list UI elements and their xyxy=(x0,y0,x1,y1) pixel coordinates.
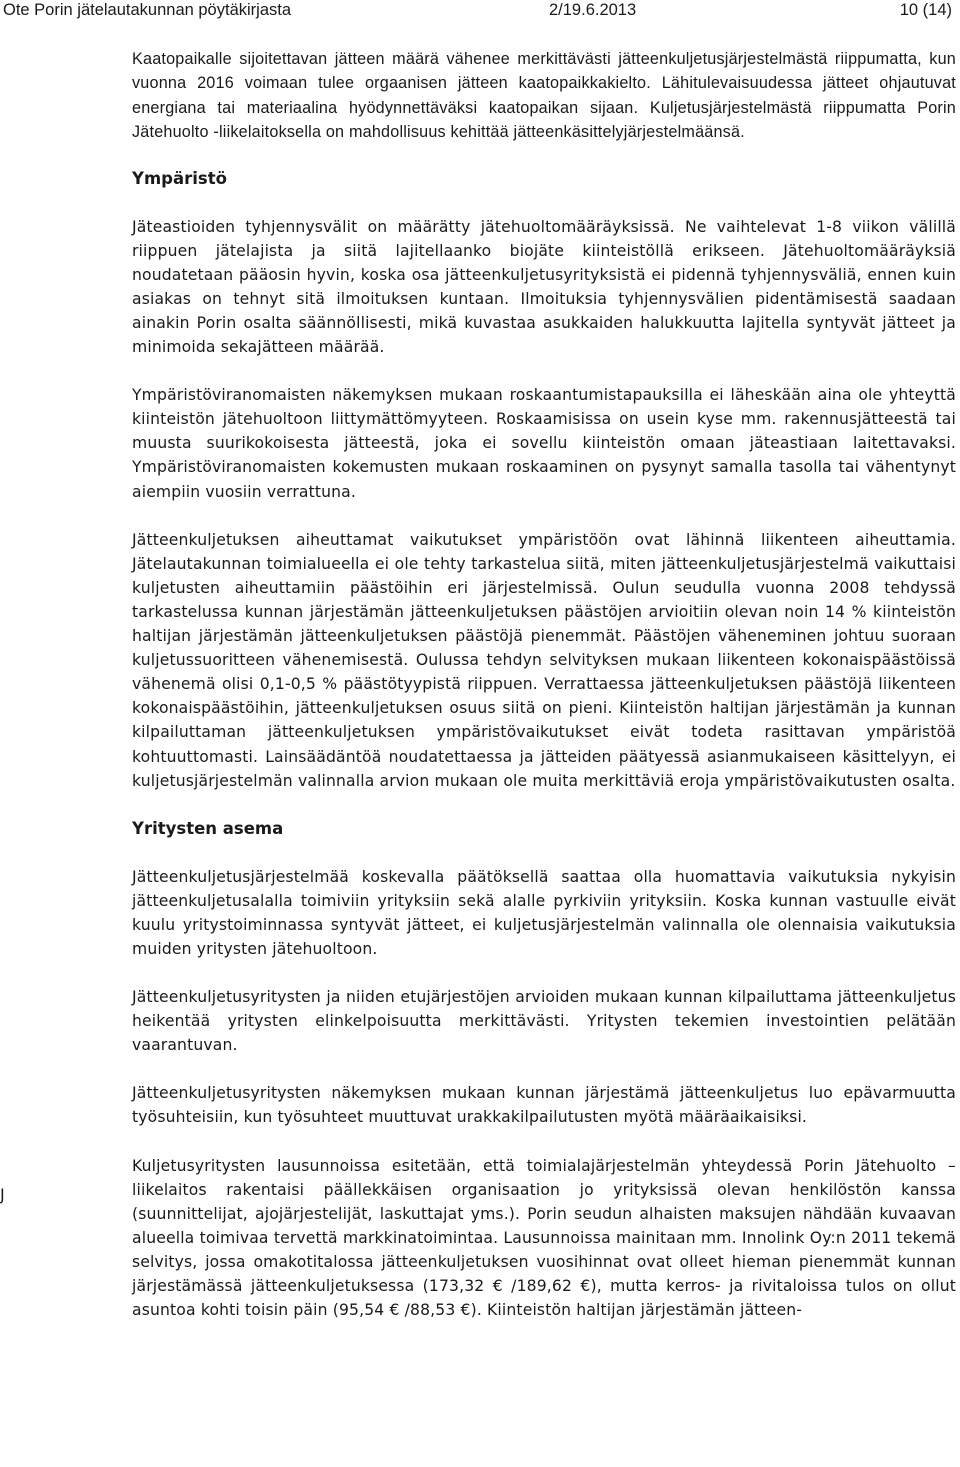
page-number: 10 (14) xyxy=(899,1,952,19)
heading-yritysten-asema: Yritysten asema xyxy=(132,818,284,838)
document-body xyxy=(132,47,956,1322)
paragraph-emissions: Jätteenkuljetuksen aiheuttamat vaikutukset ympäristöön ovat lähinnä liikenteen aiheuttamia. Jätelautakunnan toimialueella ei ole tehty tarkastelua siitä, miten jätteenkuljetusjärjestelmä vaikuttaisi kuljetusten aiheuttamiin päästöihin eri järjestelmissä. Oulun seudulla vuonna 2008 tehdyssä tarkastelussa kunnan järjestämän jätteenkuljetuksen päästöjen arvioitiin olevan noin 14 % kiinteistön haltijan järjestämän jätteenkuljetuksen päästöjä pienemmät. Päästöjen väheneminen johtuu suoraan kuljetussuoritteen vähenemisestä. Oulussa tehdyn selvityksen mukaan liikenteen kokonaispäästöissä vähenemä olisi 0,1-0,5 % päästötyypistä riippuen. Verrattaessa jätteenkuljetuksen päästöjä liikenteen kokonaispäästöihin, jätteenkuljetuksen osuus siitä on pieni. Kiinteistön haltijan järjestämän ja kunnan kilpailuttaman jätteenkuljetuksen ympäristövaikutukset eivät todeta rasittavan ympäristöä kohtuuttomasti. Lainsäädäntöä noudatettaessa ja jätteiden päätyessä asianmukaiseen käsittelyyn, ei kuljetusjärjestelmän valinnalla arvion mukaan ole muita merkittäviä eroja ympäristövaikutusten osalta. xyxy=(132,530,956,790)
paragraph-statements: Kuljetusyritysten lausunnoissa esitetään, että toimialajärjestelmän yhteydessä Porin Jätehuolto –liikelaitos rakentaisi päällekkäisen organisaation jo yrityksissä olevan henkilöstön kanssa (suunnittelijat, ajojärjestelijät, laskuttajat yms.). Porin seudun alhaisten maksujen nähdään kuvaavan alueella toimivaa tervettä markkinatoimintaa. Lausunnoissa mainitaan mm. Innolink Oy:n 2011 tekemä selvitys, jossa omakotitalossa jätteenkuljetuksen vuosihinnat ovat olleet hieman pienemmät kunnan järjestämässä jätteenkuljetuksessa (173,32 € /189,62 €), mutta kerros- ja rivitaloissa tulos on ollut asuntoa kohti toisin päin (95,54 € /88,53 €). Kiinteistön haltijan järjestämän jätteen- xyxy=(132,1156,956,1320)
page-header xyxy=(0,0,960,22)
paragraph-emptying-intervals: Jäteastioiden tyhjennysvälit on määrätty jätehuoltomääräyksissä. Ne vaihtelevat 1-8 viikon välillä riippuen jätelajista ja siitä lajitellaanko biojäte kiinteistöllä erikseen. Jätehuoltomääräyksiä noudatetaan pääosin hyvin, koska osa jätteenkuljetusyrityksistä ei pidennä tyhjennysväliä, ennen kuin asiakas on tehnyt sitä ilmoituksen kuntaan. Ilmoituksia tyhjennysvälien pidentämisestä saadaan ainakin Porin osalta säännöllisesti, mikä kuvastaa asukkaiden halukkuutta lajitella syntyvät jätteet ja minimoida sekajätteen määrää. xyxy=(132,217,956,357)
paragraph-employment: Jätteenkuljetusyritysten näkemyksen mukaan kunnan järjestämä jätteenkuljetus luo epävarmuutta työsuhteisiin, kun työsuhteet muuttuvat urakkakilpailutusten myötä määräaikaisiksi. xyxy=(132,1084,956,1127)
paragraph-company-viability: Jätteenkuljetusyritysten ja niiden etujärjestöjen arvioiden mukaan kunnan kilpailuttama jätteenkuljetus heikentää yritysten elinkelpoisuutta merkittävästi. Yritysten tekemien investointien pelätään vaarantuvan. xyxy=(132,988,956,1055)
document-date: 2/19.6.2013 xyxy=(549,1,637,19)
paragraph-littering: Ympäristöviranomaisten näkemyksen mukaan roskaantumistapauksilla ei läheskään aina ole yhteyttä kiinteistön jätehuoltoon liittymättömyyteen. Roskaamisissa on usein kyse mm. rakennusjätteestä tai muusta suurikokoisesta jätteestä, joka ei sovellu kiinteistön omaan jäteastiaan laitettavaksi. Ympäristöviranomaisten kokemusten mukaan roskaaminen on pysynyt samalla tasolla tai vähentynyt aiempiin vuosiin verrattuna. xyxy=(132,386,956,501)
paragraph-landfill: Kaatopaikalle sijoitettavan jätteen määrä vähenee merkittävästi jätteenkuljetusjärjestelmästä riippumatta, kun vuonna 2016 voimaan tulee orgaanisen jätteen kaatopaikkakielto. Lähitulevaisuudessa jätteet ohjautuvat energiana tai materiaalina hyödynnettäväksi kaatopaikan sijaan. Kuljetusjärjestelmästä riippumatta Porin Jätehuolto -liikelaitoksella on mahdollisuus kehittää jätteenkäsittelyjärjestelmäänsä. xyxy=(132,50,956,142)
paragraph-company-effects: Jätteenkuljetusjärjestelmää koskevalla päätöksellä saattaa olla huomattavia vaikutuksia nykyisin jätteenkuljetusalalla toimiviin yrityksiin sekä alalle pyrkiviin yrityksiin. Koska kunnan vastuulle eivät kuulu yritystoiminnassa syntyvät jätteet, ei kuljetusjärjestelmän valinnalla ole olennaisia vaikutuksia muiden yritysten jätehuoltoon. xyxy=(132,867,956,958)
document-title: Ote Porin jätelautakunnan pöytäkirjasta xyxy=(3,1,292,19)
margin-mark: J xyxy=(0,1185,5,1204)
heading-ymparisto: Ympäristö xyxy=(132,168,227,188)
